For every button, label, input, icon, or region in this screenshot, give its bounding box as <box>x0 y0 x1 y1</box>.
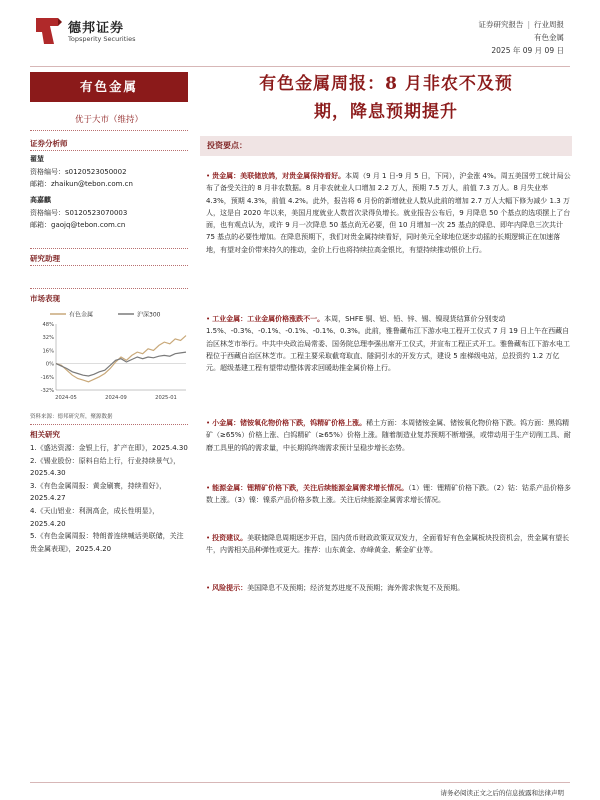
x-tick-label: 2024-09 <box>105 395 127 401</box>
divider <box>30 288 188 289</box>
analyst-email[interactable]: zhaikun@tebon.com.cn <box>51 180 133 188</box>
y-tick-label: 16% <box>42 348 54 355</box>
bullet-icon: • <box>206 315 211 323</box>
footer-divider <box>30 782 570 783</box>
divider <box>30 248 188 249</box>
analyst-cert: S0120523070003 <box>65 208 128 217</box>
paragraph-risk: • 风险提示：美国降息不及预期；经济复苏进度不及预期；海外需求恢复不及预期。 <box>206 584 465 592</box>
divider <box>30 150 188 151</box>
bullet-icon: • <box>206 534 211 542</box>
series-line <box>56 352 186 376</box>
analyst-section-title: 证券分析师 <box>30 139 68 148</box>
bullet-icon: • <box>206 584 211 592</box>
y-tick-label: -32% <box>40 388 54 394</box>
assistant-section-title: 研究助理 <box>30 254 60 263</box>
logo-mark-icon <box>32 14 64 48</box>
bullet-icon: • <box>206 419 211 427</box>
divider <box>30 424 188 425</box>
analyst-2: 高嘉麒 资格编号：S0120523070003 邮箱：gaojq@tebon.com.cn <box>30 196 128 229</box>
paragraph-precious-metals: • 贵金属：美联储放鸽，对贵金属保持看好。本周（9 月 1 日-9 月 5 日，下同），沪金涨 4%。周五美国劳工统计局公布了备受关注的 8 月非农数据。8 月非农就业人口增加 2.2 万人，预期 7.5 万人，前值 7.3 万人。8 月失业率 4.3%，预期 4.3%，前值 4.2%。此外，报告将 6 月份的新增就业人数从此前的增加 2.7 万人大幅下修为减少 1.3 万人，这是自 2020 年以来，美国月度就业人数首次录得负增长。就业报告公布后，9 月降息 50 个基点的选项摆上了台面，也有观点认为，或许 9 月一次降息 50 基点尚无必要，但 10 月增加一次 25 基点的降息、即年内降息三次共计 75 基点的必要性增加。在降息预期下，我们对贵金属持续看好，同时美元全球地位逐步动摇的长期逻辑正在加速落地，有望对金价带来持久的推动，金价上行也将持续拉高金银比，有望持续推动银价上行。 <box>206 172 571 254</box>
analyst-cert: s0120523050002 <box>65 167 127 176</box>
divider <box>30 265 188 266</box>
x-tick-label: 2024-05 <box>55 395 77 401</box>
brand-name: 德邦证券 <box>68 21 125 36</box>
report-industry: 有色金属 <box>534 33 564 42</box>
related-item[interactable]: 4.《天山铝业：利润高企，成长性明显》，2025.4.20 <box>30 506 160 528</box>
brand-name-en: Topsperity Securities <box>68 35 136 43</box>
paragraph-minor-metals: • 小金属：锗铵氧化物价格下跌，钨精矿价格上涨。稀土方面：本周锗铵金属、锗铵氧化物价格下跌。钨方面：黑钨精矿（≥65%）价格上涨、白钨精矿（≥65%）价格上涨。随着制造业复苏预期不断增强，或带动用于生产切削工具、耐磨工具里的钨的需求量，中长期钨终端需求预计呈稳步增长态势。 <box>206 419 571 452</box>
market-performance-chart <box>30 308 190 408</box>
bullet-icon: • <box>206 484 211 492</box>
analyst-1: 翟堃 资格编号：s0120523050002 邮箱：zhaikun@tebon.com.cn <box>30 155 133 188</box>
report-title: 有色金属周报：8 月非农不及预 期，降息预期提升 <box>259 74 513 122</box>
analyst-name: 翟堃 <box>30 155 44 163</box>
sector-banner: 有色金属 <box>30 72 188 102</box>
related-section-title: 相关研究 <box>30 430 60 439</box>
report-series: 行业周报 <box>534 20 564 29</box>
report-date: 2025 年 09 月 09 日 <box>491 46 564 55</box>
y-tick-label: 48% <box>42 322 54 328</box>
highlights-label: 投资要点： <box>207 141 247 150</box>
y-tick-label: 32% <box>42 335 54 342</box>
highlights-band <box>200 136 572 156</box>
rating: 优于大市（维持） <box>74 115 143 125</box>
paragraph-industrial-metals: • 工业金属：工业金属价格涨跌不一。本周，SHFE 铜、铝、铅、锌、锡、镍现货结算价分别变动 1.5%、-0.3%、-0.1%、-0.1%、-0.1%、0.3%。此前，雅鲁藏布江下游水电工程开工仪式 7 月 19 日上午在西藏自治区林芝市举行。中共中央政治局常委、国务院总理李强出席开工仪式，并宣布工程正式开工。雅鲁藏布江下游水电工程位于西藏自治区林芝市。工程主要采取截弯取直、隧洞引水的开发方式，建设 5 座梯级电站，总投资约 1.2 万亿元。超级基建工程有望带动整体需求回暖助推金属价格上行。 <box>206 315 570 373</box>
bullet-icon: • <box>206 172 211 180</box>
related-item[interactable]: 1.《盛达资源：金银上行，扩产在即》，2025.4.30 <box>30 444 188 452</box>
paragraph-investment-advice: • 投资建议。美联储降息周期逐步开启，国内货币财政政策双双发力，全面看好有色金属板块投资机会，贵金属有望长牛，内需相关品种弹性或更大。推荐：山东黄金、赤峰黄金、紫金矿业等。 <box>206 534 570 555</box>
related-item[interactable]: 5.《有色金属周报：特朗普连续喊话美联储，关注贵金属表现》，2025.4.20 <box>30 532 184 553</box>
y-tick-label: 0% <box>45 361 54 368</box>
report-meta: 证券研究报告 | 行业周报 有色金属 2025 年 09 月 09 日 <box>478 20 564 55</box>
related-item[interactable]: 3.《有色金属周报：黄金刷寰，持续看好》，2025.4.27 <box>30 481 167 503</box>
header-divider <box>30 66 570 67</box>
chart-svg <box>30 308 190 408</box>
related-item[interactable]: 2.《锡业股份：原料自给上行，行业持续景气》，2025.4.30 <box>30 456 181 478</box>
divider <box>30 130 188 131</box>
analyst-name: 高嘉麒 <box>30 196 51 204</box>
legend-label: 沪深300 <box>137 311 161 319</box>
x-tick-label: 2025-01 <box>155 395 177 401</box>
paragraph-energy-metals: • 能源金属：锂精矿价格下跌，关注后续能源金属需求增长情况。（1）锂：锂精矿价格下跌。（2）钴：钴系产品价格多数上涨。（3）镍：镍系产品价格多数上涨。关注后续能源金属需求增长情况。 <box>206 484 572 505</box>
disclaimer: 请务必阅读正文之后的信息披露和法律声明 <box>440 789 564 797</box>
report-type: 证券研究报告 <box>478 20 524 29</box>
analyst-email[interactable]: gaojq@tebon.com.cn <box>51 221 126 229</box>
market-section-title: 市场表现 <box>30 294 60 303</box>
legend-label: 有色金属 <box>69 311 94 319</box>
y-tick-label: -16% <box>40 374 54 381</box>
chart-source: 资料来源：德邦研究所，聚源数据 <box>30 414 113 420</box>
related-research-list <box>30 442 190 555</box>
